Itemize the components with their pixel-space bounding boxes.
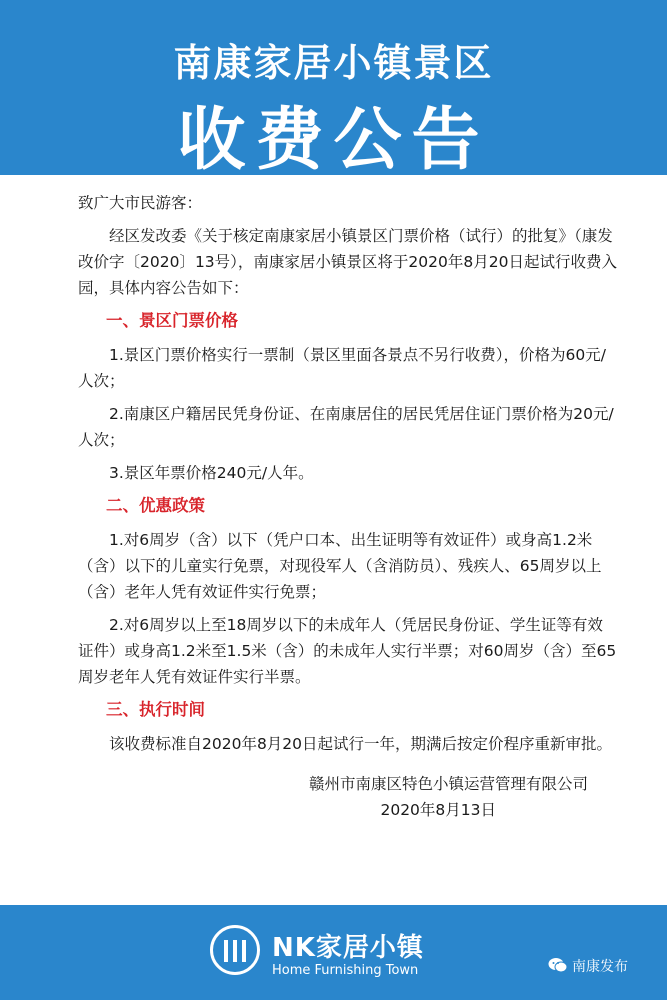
signature-date: 2020年8月13日 (380, 801, 496, 819)
nk-logo-icon (210, 925, 260, 975)
section-title-effective-time: 三、执行时间 (106, 700, 205, 719)
logo-bar-right (242, 940, 246, 962)
wechat-account-label: 南康发布 (572, 959, 628, 975)
greeting: 致广大市民游客： (78, 194, 203, 212)
discount-item-1: 1.对6周岁（含）以下（凭户口本、出生证明等有效证件）或身高1.2米（含）以下的儿童实行免票，对现役军人（含消防员）、残疾人、65周岁以上（含）老年人凭有效证件实行免票； (78, 531, 602, 601)
ticket-price-item-3: 3.景区年票价格240元/人年。 (109, 464, 314, 482)
notice-body (78, 190, 618, 823)
intro-paragraph: 经区发改委《关于核定南康家居小镇景区门票价格（试行）的批复》（康发改价字〔2020〕13号），南康家居小镇景区将于2020年8月20日起试行收费入园，具体内容公告如下： (78, 227, 617, 297)
logo-subtitle: Home Furnishing Town (272, 963, 419, 978)
ticket-price-item-1: 1.景区门票价格实行一票制（景区里面各景点不另行收费），价格为60元/人次； (78, 346, 606, 390)
logo-bar-middle (233, 940, 237, 962)
logo-bar-left (224, 940, 228, 962)
signature-company: 赣州市南康区特色小镇运营管理有限公司 (308, 775, 588, 793)
discount-item-2: 2.对6周岁以上至18周岁以下的未成年人（凭居民身份证、学生证等有效证件）或身高1.2米至1.5米（含）的未成年人实行半票；对60周岁（含）至65周岁老年人凭有效证件实行半票。 (78, 616, 617, 686)
wechat-icon (548, 957, 568, 973)
header-title-scenic-area: 南康家居小镇景区 (173, 41, 494, 85)
footer-banner (0, 905, 667, 1000)
header-banner (0, 0, 667, 180)
logo-name: NK家居小镇 (272, 933, 424, 963)
ticket-price-item-2: 2.南康区户籍居民凭身份证、在南康居住的居民凭居住证门票价格为20元/人次； (78, 405, 614, 449)
effective-time-item: 该收费标准自2020年8月20日起试行一年，期满后按定价程序重新审批。 (109, 735, 613, 753)
section-title-discount-policy: 二、优惠政策 (106, 496, 205, 515)
header-title-notice: 收费公告 (177, 101, 490, 180)
section-title-ticket-price: 一、景区门票价格 (106, 311, 238, 330)
